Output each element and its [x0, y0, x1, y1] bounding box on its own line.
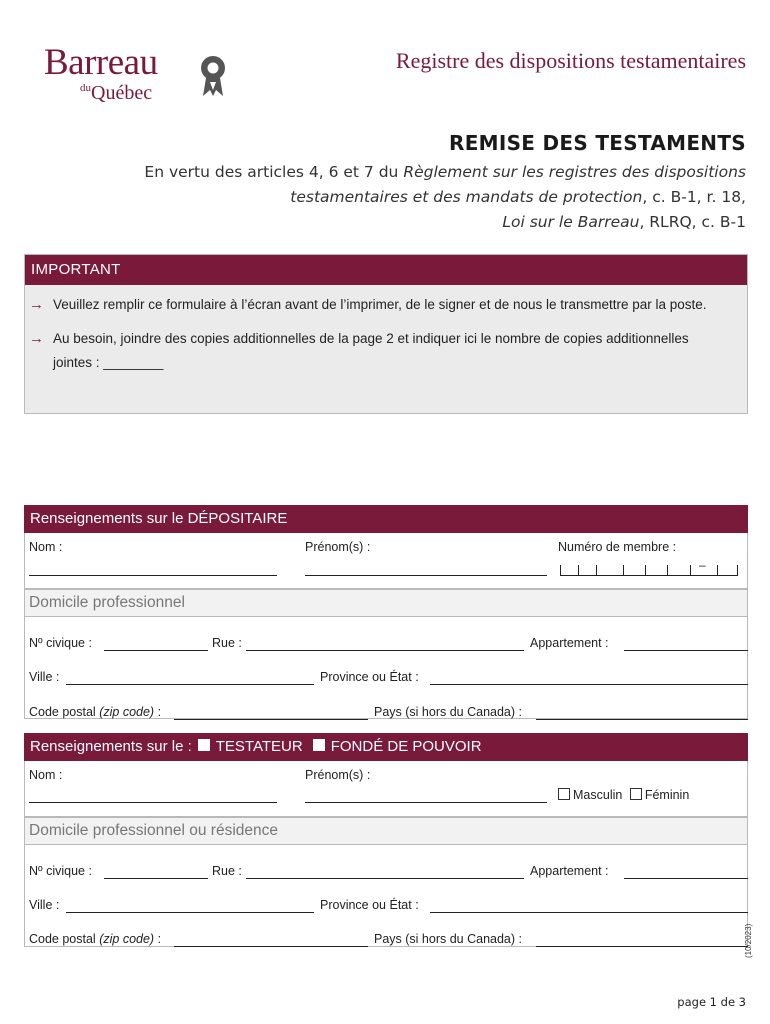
notice-item: [25, 327, 747, 375]
province-label: Province ou État :: [320, 898, 419, 912]
gender-options: [558, 788, 689, 802]
prenom-field[interactable]: [305, 575, 547, 576]
city-label: Ville :: [29, 898, 60, 912]
depositaire-section-header: Renseignements sur le DÉPOSITAIRE: [24, 505, 748, 533]
digit-divider: [690, 565, 691, 575]
legal-italic: testamentaires et des mandats de protection: [290, 188, 643, 206]
digit-divider: [717, 565, 718, 575]
domicile-section-header: Domicile professionnel: [24, 589, 748, 617]
option-fonde-de-pouvoir: FONDÉ DE POUVOIR: [330, 738, 482, 755]
digit-divider: [596, 565, 597, 575]
apartment-label: Appartement :: [530, 636, 609, 650]
street-field[interactable]: [246, 878, 524, 879]
legal-text: En vertu des articles 4, 6 et 7 du: [144, 163, 404, 181]
barreau-emblem-icon: [196, 52, 230, 98]
country-field[interactable]: [536, 719, 748, 720]
barreau-logo: [44, 42, 158, 104]
zip-code-text: (zip code): [99, 932, 155, 946]
testateur-heading: Renseignements sur le :: [30, 738, 192, 755]
checkbox-square-icon[interactable]: [313, 739, 325, 751]
important-notice: [24, 254, 748, 414]
nom-label: Nom :: [29, 540, 63, 554]
digit-divider: [737, 565, 738, 575]
digit-divider: [623, 565, 624, 575]
colon: :: [154, 932, 162, 946]
feminin-label: Féminin: [644, 788, 690, 802]
nom-label: Nom :: [29, 768, 63, 782]
postal-code-label: [29, 932, 161, 946]
logo-subtitle: [80, 82, 152, 105]
country-label: Pays (si hors du Canada) :: [374, 932, 522, 946]
prenom-label: Prénom(s) :: [305, 768, 371, 782]
zip-code-text: (zip code): [99, 705, 155, 719]
digit-divider: [667, 565, 668, 575]
postal-code-text: Code postal: [29, 705, 96, 719]
apartment-field[interactable]: [624, 878, 748, 879]
masculin-label: Masculin: [573, 788, 623, 802]
province-label: Province ou État :: [320, 670, 419, 684]
postal-code-text: Code postal: [29, 932, 96, 946]
street-field[interactable]: [246, 650, 524, 651]
country-label: Pays (si hors du Canada) :: [374, 705, 522, 719]
option-testateur: TESTATEUR: [215, 738, 303, 755]
logo-quebec: Québec: [91, 82, 153, 104]
city-field[interactable]: [66, 684, 314, 685]
page-number: page 1 de 3: [677, 995, 746, 1009]
legal-italic: Règlement sur les registres des dispositions: [403, 163, 746, 181]
member-dash: –: [699, 558, 706, 572]
notice-text: Au besoin, joindre des copies additionnelles de la page 2 et indiquer ici le nombre de copies additionnelles jointes : ________: [53, 331, 689, 370]
arrow-right-icon: →: [29, 296, 44, 313]
masculin-checkbox[interactable]: [558, 788, 570, 800]
province-field[interactable]: [430, 684, 748, 685]
nom-field[interactable]: [29, 802, 277, 803]
form-version: (10/2023): [744, 923, 753, 958]
nom-field[interactable]: [29, 575, 277, 576]
prenom-label: Prénom(s) :: [305, 540, 371, 554]
notice-item: [25, 293, 747, 317]
digit-divider: [560, 565, 561, 575]
legal-text: , c. B-1, r. 18,: [642, 188, 746, 206]
city-label: Ville :: [29, 670, 60, 684]
logo-wordmark: Barreau: [44, 42, 158, 83]
registry-title: Registre des dispositions testamentaires: [395, 48, 746, 73]
legal-text: , RLRQ, c. B-1: [639, 213, 746, 231]
testateur-section-header: [24, 733, 748, 761]
apartment-label: Appartement :: [530, 864, 609, 878]
domicile-residence-section-header: Domicile professionnel ou résidence: [24, 817, 748, 845]
city-field[interactable]: [66, 912, 314, 913]
member-number-label: Numéro de membre :: [558, 540, 677, 554]
province-field[interactable]: [430, 912, 748, 913]
document-title: REMISE DES TESTAMENTS: [449, 131, 746, 155]
civic-number-label: Nº civique :: [29, 864, 92, 878]
checkbox-square-icon[interactable]: [198, 739, 210, 751]
depositaire-address-fields: [24, 617, 748, 719]
civic-number-field[interactable]: [104, 878, 208, 879]
digit-divider: [645, 565, 646, 575]
postal-code-field[interactable]: [174, 946, 368, 947]
postal-code-label: [29, 705, 161, 719]
digit-divider: [578, 565, 579, 575]
legal-italic: Loi sur le Barreau: [502, 213, 640, 231]
arrow-right-icon: →: [29, 330, 44, 347]
apartment-field[interactable]: [624, 650, 748, 651]
street-label: Rue :: [212, 636, 242, 650]
civic-number-field[interactable]: [104, 650, 208, 651]
notice-text: Veuillez remplir ce formulaire à l’écran avant de l’imprimer, de le signer et de nous le transmettre par la poste.: [53, 297, 707, 312]
street-label: Rue :: [212, 864, 242, 878]
important-heading: IMPORTANT: [25, 255, 747, 285]
postal-code-field[interactable]: [174, 719, 368, 720]
logo-du: du: [80, 82, 91, 94]
country-field[interactable]: [536, 946, 748, 947]
civic-number-label: Nº civique :: [29, 636, 92, 650]
colon: :: [154, 705, 162, 719]
feminin-checkbox[interactable]: [630, 788, 642, 800]
legal-reference: [86, 160, 746, 235]
member-number-field[interactable]: [560, 558, 738, 576]
prenom-field[interactable]: [305, 802, 547, 803]
